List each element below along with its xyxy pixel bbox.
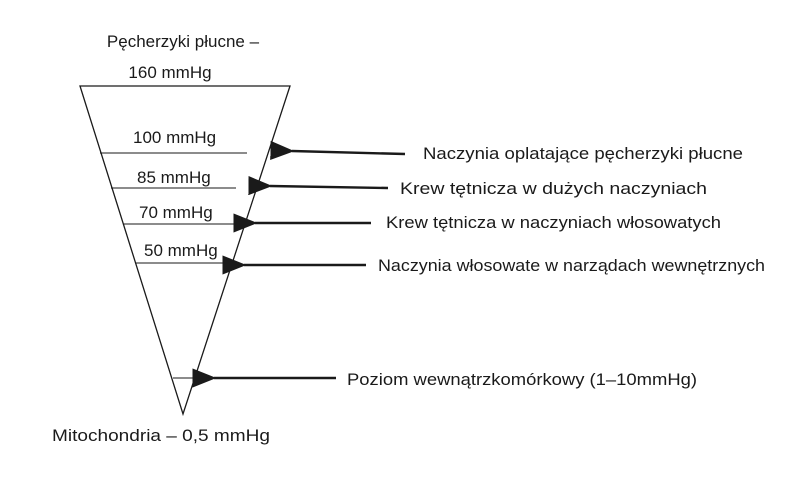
- level-description-85: Krew tętnicza w dużych naczyniach: [400, 179, 707, 198]
- level-description-70: Krew tętnicza w naczyniach włosowatych: [386, 213, 721, 232]
- arrow-level-100: [292, 151, 405, 154]
- level-value-70: 70 mmHg: [139, 203, 213, 222]
- level-value-85: 85 mmHg: [137, 168, 211, 187]
- intracellular-description: Poziom wewnątrzkomórkowy (1–10mmHg): [347, 370, 697, 389]
- level-description-100: Naczynia oplatające pęcherzyki płucne: [423, 144, 743, 163]
- top-label-line2: 160 mmHg: [128, 63, 212, 82]
- bottom-label: Mitochondria – 0,5 mmHg: [52, 426, 270, 445]
- top-label-line1: Pęcherzyki płucne –: [106, 32, 260, 51]
- arrow-level-85: [270, 186, 388, 188]
- level-value-100: 100 mmHg: [133, 128, 217, 147]
- level-description-50: Naczynia włosowate w narządach wewnętrznych: [378, 256, 765, 275]
- level-value-50: 50 mmHg: [144, 241, 218, 260]
